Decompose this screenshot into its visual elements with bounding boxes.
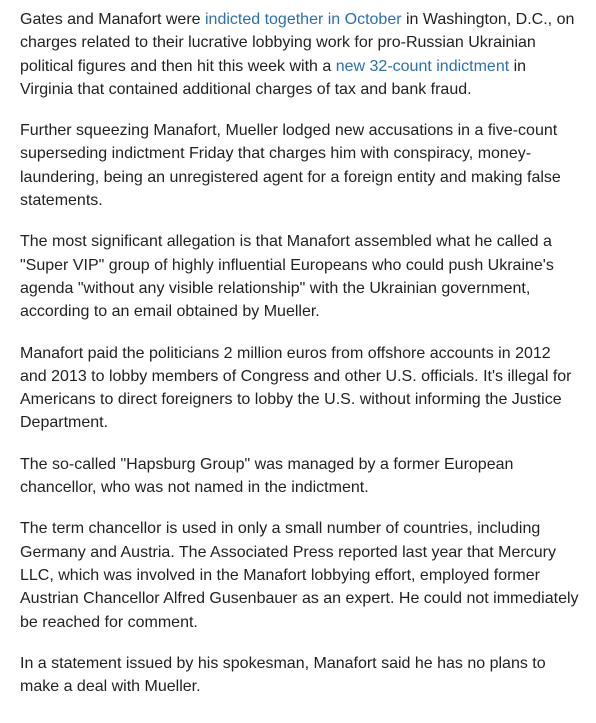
indicted-together-link[interactable]: indicted together in October xyxy=(204,11,402,28)
paragraph-6: The term chancellor is used in only a small number of countries, including Germany and Austria. The Associated Press reported last year that Mercury LLC, which was involved in the Manafort lobbying effort, employed former Austrian Chancellor Alfred Gusenbauer as an expert. He could not immediately be reached for comment. xyxy=(20,520,579,631)
paragraph-1-text-b: in Washington, D.C., on charges related to their lucrative lobbying work for pro-Russian Ukrainian political figures and then hit this week with a xyxy=(20,11,575,75)
paragraph-1-text-a: Gates and Manafort were xyxy=(20,11,205,28)
article-body xyxy=(20,8,580,698)
paragraph-1-text-c: in Virginia that contained additional charges of tax and bank fraud. xyxy=(20,57,527,98)
paragraph-4: Manafort paid the politicians 2 million euros from offshore accounts in 2012 and 2013 to lobby members of Congress and other U.S. officials. It's illegal for Americans to direct foreigners to lobby the U.S. without informing the Justice Department. xyxy=(20,344,572,432)
paragraph-7: In a statement issued by his spokesman, Manafort said he has no plans to make a deal with Mueller. xyxy=(20,654,546,696)
paragraph-2: Further squeezing Manafort, Mueller lodged new accusations in a five-count superseding indictment Friday that charges him with conspiracy, money-laundering, being an unregistered agent for a foreign entity and making false statements. xyxy=(20,122,561,210)
paragraph-5: The so-called "Hapsburg Group" was managed by a former European chancellor, who was not named in the indictment. xyxy=(20,455,514,497)
paragraph-1 xyxy=(20,8,580,101)
paragraph-3: The most significant allegation is that Manafort assembled what he called a "Super VIP" group of highly influential Europeans who could push Ukraine's agenda "without any visible relationship" with the Ukrainian government, according to an email obtained by Mueller. xyxy=(20,233,554,321)
new-indictment-link[interactable]: new 32-count indictment xyxy=(335,57,510,75)
